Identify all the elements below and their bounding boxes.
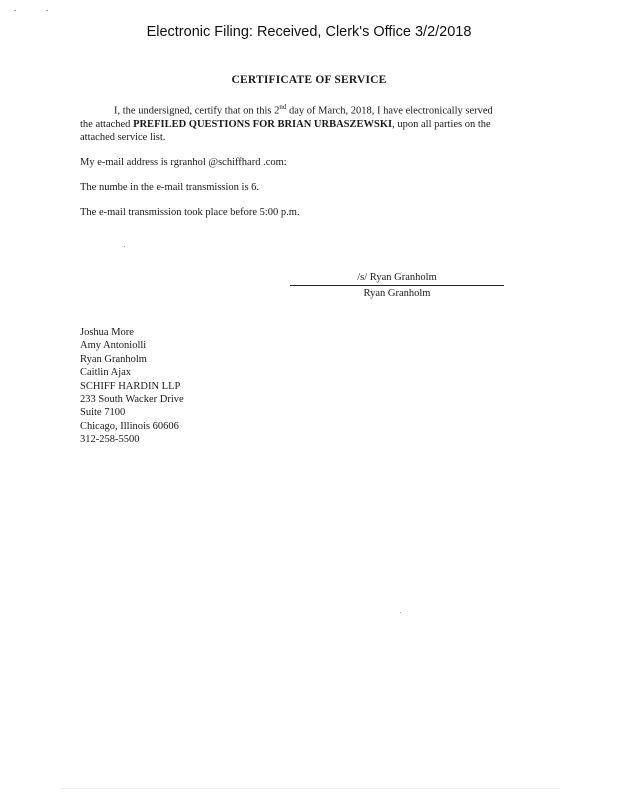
service-list-line: SCHIFF HARDIN LLP bbox=[80, 380, 181, 392]
service-list-line: 233 South Wacker Drive bbox=[80, 394, 184, 406]
certification-paragraph bbox=[80, 101, 508, 144]
service-list-line: Caitlin Ajax bbox=[80, 367, 132, 379]
cert-text-pre: I, the undersigned, certify that on this 2 bbox=[114, 105, 280, 117]
cert-text-mid: day of March, 2018, I have electronically served the attached bbox=[80, 105, 493, 130]
service-list-line: Ryan Granholm bbox=[80, 353, 147, 365]
filing-stamp-header: Electronic Filing: Received, Clerk's Office 3/2/2018 bbox=[146, 24, 472, 40]
signer-printed-name: Ryan Granholm bbox=[363, 288, 431, 299]
scan-speck bbox=[400, 612, 401, 613]
scan-speck bbox=[46, 10, 48, 11]
service-list-line: 312-258-5500 bbox=[80, 434, 140, 446]
scan-speck bbox=[14, 10, 16, 11]
scan-edge-line bbox=[60, 788, 560, 789]
service-list-line: Chicago, Illinois 60606 bbox=[80, 420, 179, 432]
transmission-time-line: The e-mail transmission took place before 5:00 p.m. bbox=[80, 207, 300, 218]
scan-speck bbox=[124, 246, 125, 247]
signature-block bbox=[290, 272, 504, 299]
page-count-line: The numbe in the e-mail transmission is 6. bbox=[80, 182, 260, 193]
document-title: CERTIFICATE OF SERVICE bbox=[231, 74, 387, 86]
service-list-line: Joshua More bbox=[80, 327, 134, 338]
service-list-line: Amy Antoniolli bbox=[80, 340, 147, 352]
cert-ordinal-suffix: nd bbox=[279, 103, 287, 111]
service-list bbox=[80, 326, 184, 447]
service-list-line: Suite 7100 bbox=[80, 407, 126, 419]
cert-text-post: , upon all parties on the attached service list. bbox=[80, 118, 491, 143]
electronic-signature: /s/ Ryan Granholm bbox=[290, 272, 504, 286]
cert-document-name: PREFILED QUESTIONS FOR BRIAN URBASZEWSKI bbox=[133, 118, 393, 130]
email-address-line: My e-mail address is rgranhol @schiffhard .com: bbox=[80, 157, 287, 168]
